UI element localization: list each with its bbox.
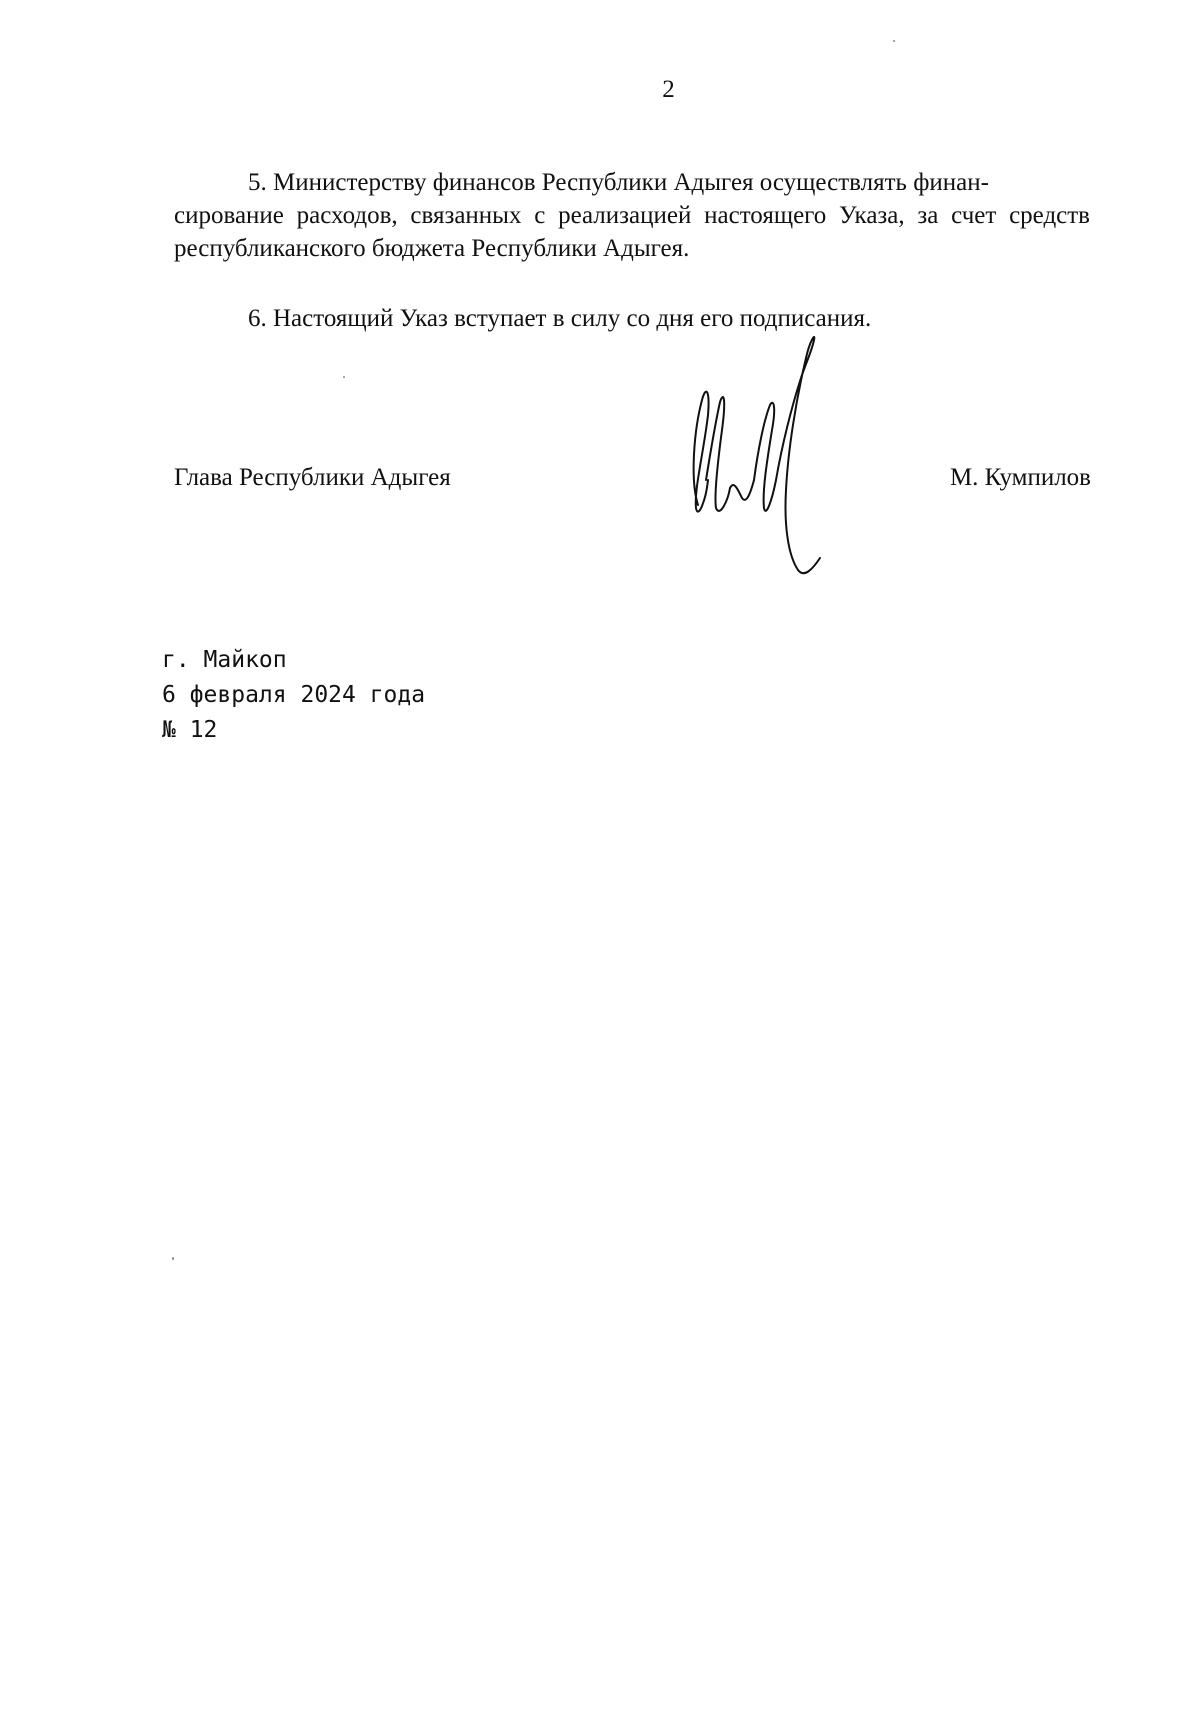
footer-date: 6 февраля 2024 года: [162, 682, 426, 708]
footer-number: № 12: [162, 717, 218, 743]
signatory-name: М. Кумпилов: [949, 464, 1091, 491]
scan-speck: [343, 376, 345, 378]
footer-city: г. Майкоп: [162, 647, 287, 673]
scan-speck: [172, 1257, 174, 1260]
paragraph-6: 6. Настоящий Указ вступает в силу со дня его подписания.: [248, 305, 872, 332]
document-footer: [162, 643, 425, 748]
page-number: 2: [662, 76, 675, 103]
handwritten-signature: [680, 330, 850, 590]
signatory-title: Глава Республики Адыгея: [174, 464, 451, 491]
scan-speck: [893, 40, 895, 42]
paragraph-5: 5. Министерству финансов Республики Адыгея осуществлять финан- сирование расходов, связанных с реализацией настоящего Указа, за счет средств республиканского бюджета Республики Адыгея.: [174, 169, 1090, 262]
